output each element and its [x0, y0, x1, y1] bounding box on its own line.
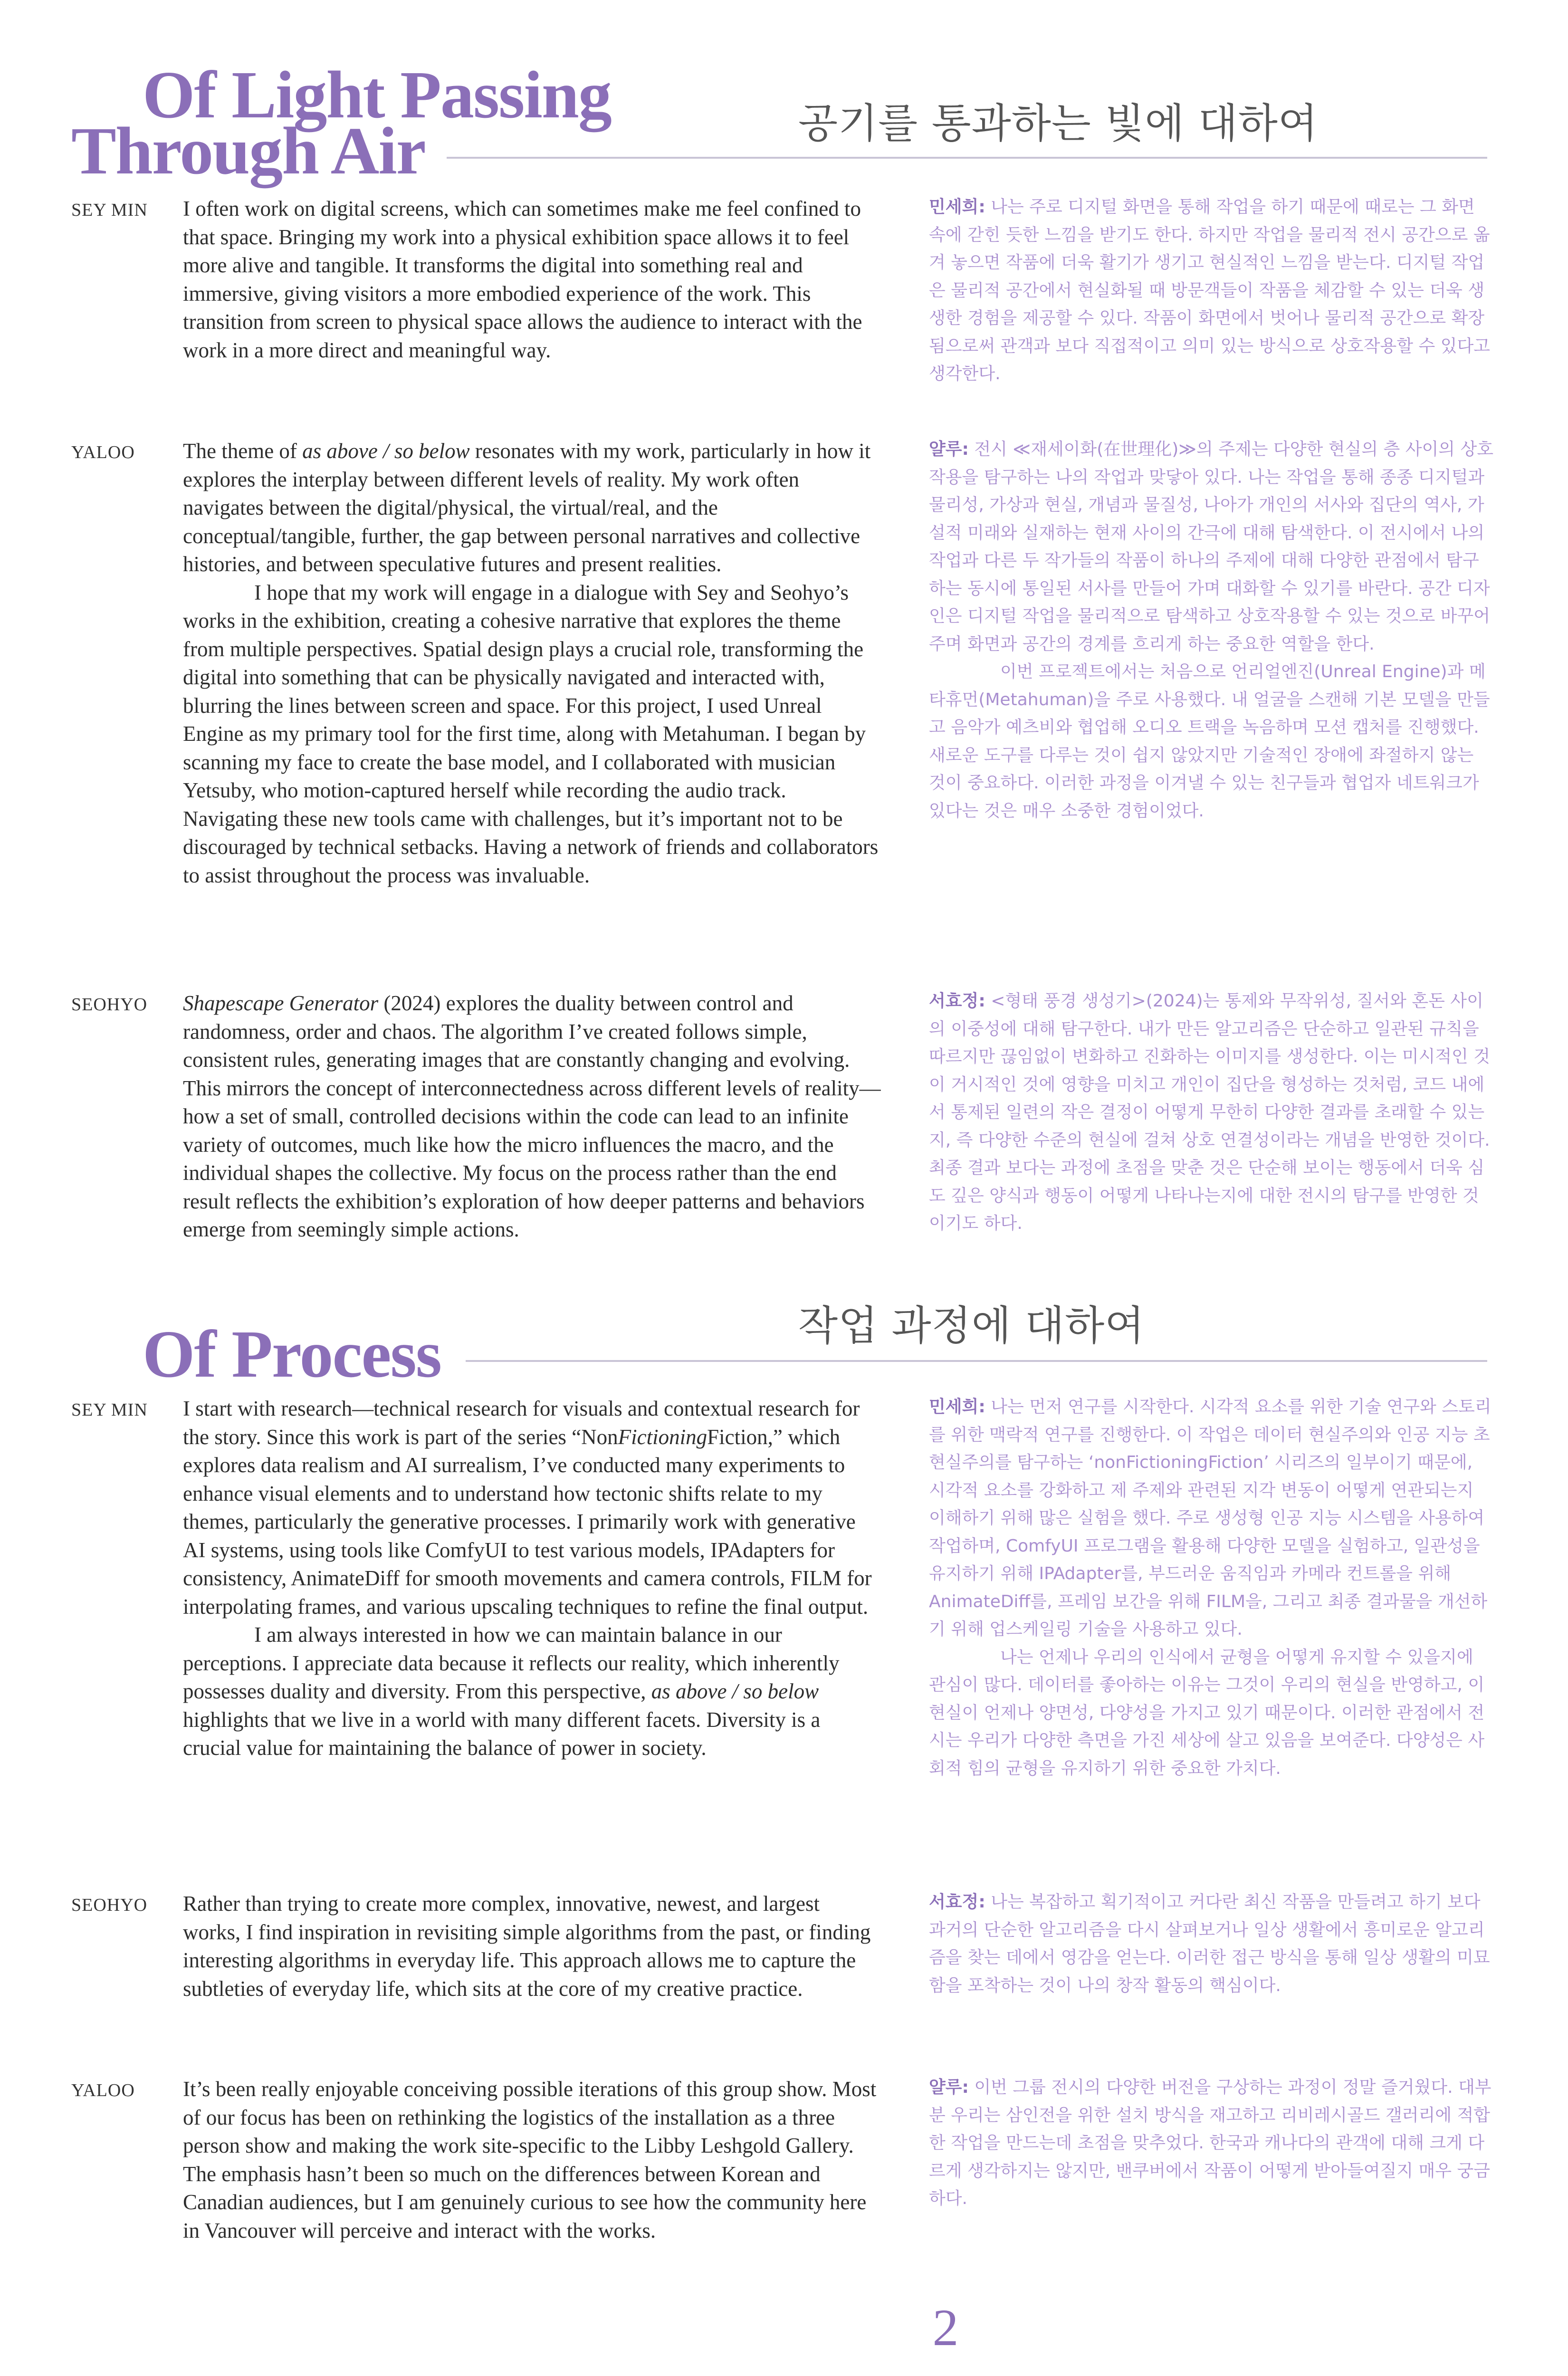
section-title-line1: Of Light Passing [143, 57, 611, 132]
artist-label: YALOO [71, 2080, 135, 2100]
korean-paragraph-text: 나는 복잡하고 획기적이고 커다란 최신 작품을 만들려고 하기 보다 과거의 단순한 알고리즘을 다시 살펴보거나 일상 생활에서 흥미로운 알고리즘을 찾는 데에서 영감을 얻는다. 이러한 접근 방식을 통해 일상 생활의 미묘함을 포착하는 것이 나의 창작 활동의 핵심이다. [929, 1892, 1490, 1995]
english-text-span: I start with research—technical research for visuals and contextual research for the story. Since this work is part of the series “Non [183, 1397, 860, 1449]
series-title-italic: Fictioning [618, 1425, 708, 1449]
korean-artist-name: 민세희: [929, 197, 985, 217]
section-title-light [71, 57, 611, 188]
english-text [183, 1395, 881, 1763]
korean-text [929, 436, 1494, 825]
korean-paragraph [929, 436, 1494, 658]
korean-paragraph [929, 1888, 1494, 2000]
korean-paragraph [929, 1393, 1494, 1644]
page-number: 2 [932, 2299, 959, 2357]
section-divider [447, 157, 1487, 159]
korean-paragraph-text: 나는 먼저 연구를 시작한다. 시각적 요소를 위한 기술 연구와 스토리를 위한 맥락적 연구를 진행한다. 이 작업은 데이터 현실주의와 인공 지능 초현실주의를 탐구하는 ‘nonFictioningFiction’ 시리즈의 일부이기 때문에, 시각적 요소를 강화하고 제 주제와 관련된 지각 변동이 어떻게 연관되는지 이해하기 위해 많은 실험을 했다. 주로 생성형 인공 지능 시스템을 사용하여 작업하며, ComfyUI 프로그램을 활용해 다양한 모델을 실험하고, 일관성을 유지하기 위해 IPAdapter를, 부드러운 움직임과 카메라 컨트롤을 위해 AnimateDiff를, 프레임 보간을 위해 FILM을, 그리고 최종 결과물을 개선하기 위해 업스케일링 기술을 사용하고 있다. [929, 1397, 1492, 1639]
artist-label: SEOHYO [71, 995, 148, 1015]
korean-text [929, 193, 1494, 388]
exhibition-title-italic: as above / so below [302, 439, 470, 463]
korean-artist-name: 민세희: [929, 1397, 985, 1417]
english-paragraph: I hope that my work will engage in a dialogue with Sey and Seohyo’s works in the exhibition, creating a cohesive narrative that explores the theme from multiple perspectives. Spatial design plays a crucial role, transforming the digital into something that can be physically navigated and interacted with, blurring the lines between screen and space. For this project, I used Unreal Engine as my primary tool for the first time, along with Metahuman. I began by scanning my face to create the base model, and I collaborated with musician Yetsuby, who motion-captured herself while recording the audio track. Navigating these new tools came with challenges, but it’s important not to be discouraged by technical setbacks. Having a network of friends and collaborators to assist throughout the process was invaluable. [183, 580, 879, 887]
korean-paragraph-text: 이번 그룹 전시의 다양한 버전을 구상하는 과정이 정말 즐거웠다. 대부분 우리는 삼인전을 위한 설치 방식을 재고하고 리비레시골드 갤러리에 적합한 작업을 만드는데 초점을 맞추었다. 한국과 캐나다의 관객에 대해 크게 다르게 생각하지는 않지만, 밴쿠버에서 작품이 어떻게 받아들여질지 매우 궁금하다. [929, 2078, 1492, 2208]
english-paragraph [183, 1621, 881, 1763]
english-text-span: (2024) explores the duality between control and randomness, order and chaos. The algorithm I’ve created follows simple, consistent rules, generating images that are constantly changing and evolving. This mirrors the concept of interconnectedness across different levels of reality—how a set of small, controlled decisions within the code can lead to an infinite variety of outcomes, much like how the micro influences the macro, and the individual shapes the collective. My focus on the process rather than the end result reflects the exhibition’s exploration of how deeper patterns and behaviors emerge from seemingly simple actions. [183, 991, 881, 1241]
korean-paragraph [929, 987, 1494, 1238]
english-text-span: The theme of [183, 439, 303, 463]
section-title-korean: 공기를 통과하는 빛에 대하여 [798, 100, 1318, 147]
korean-text [929, 1888, 1494, 2000]
artist-label: SEY MIN [71, 200, 148, 220]
korean-paragraph-text: <형태 풍경 생성기>(2024)는 통제와 무작위성, 질서와 혼돈 사이의 이중성에 대해 탐구한다. 내가 만든 알고리즘은 단순하고 일관된 규칙을 따르지만 끊임없이 변화하고 진화하는 이미지를 생성한다. 이는 미시적인 것이 거시적인 것에 영향을 미치고 개인이 집단을 형성하는 것처럼, 코드 내에서 통제된 일련의 작은 결정이 어떻게 무한히 다양한 결과를 초래할 수 있는지, 즉 다양한 수준의 현실에 걸쳐 상호 연결성이라는 개념을 반영한 것이다. 최종 결과 보다는 과정에 초점을 맞춘 것은 단순해 보이는 행동에서 더욱 심도 깊은 양식과 행동이 어떻게 나타나는지에 대한 전시의 탐구를 반영한 것이기도 하다. [929, 991, 1491, 1233]
english-paragraph: I often work on digital screens, which can sometimes make me feel confined to that space. Bringing my work into a physical exhibition space allows it to feel more alive and tangible. It transforms the digital into something real and immersive, giving visitors a more embodied experience of the work. This transition from screen to physical space allows the audience to interact with the work in a more direct and meaningful way. [183, 197, 862, 362]
english-paragraph [183, 989, 881, 1244]
korean-paragraph: 나는 언제나 우리의 인식에서 균형을 어떻게 유지할 수 있을지에 관심이 많다. 데이터를 좋아하는 이유는 그것이 우리의 현실을 반영하고, 이 현실이 언제나 양면성, 다양성을 가지고 있기 때문이다. 이러한 관점에서 전시는 우리가 다양한 측면을 가진 세상에 살고 있음을 보여준다. 다양성은 사회적 힘의 균형을 유지하기 위한 중요한 가치다. [929, 1647, 1485, 1778]
artist-label: SEY MIN [71, 1400, 148, 1420]
section-divider [466, 1360, 1487, 1362]
korean-paragraph [929, 193, 1494, 388]
english-text-span: highlights that we live in a world with many different facets. Diversity is a crucial value for maintaining the balance of power in society. [183, 1707, 821, 1760]
korean-artist-name: 얄루: [929, 440, 969, 459]
english-text [183, 437, 881, 890]
korean-paragraph-text: 전시 ≪재세이화(在世理化)≫의 주제는 다양한 현실의 층 사이의 상호작용을 탐구하는 나의 작업과 맞닿아 있다. 나는 작업을 통해 종종 디지털과 물리성, 가상과 현실, 개념과 물질성, 나아가 개인의 서사와 집단의 역사, 가설적 미래와 실재하는 현재 사이의 간극에 대해 탐색한다. 이 전시에서 나의 작업과 다른 두 작가들의 작품이 하나의 주제에 대해 다양한 관점에서 탐구하는 동시에 통일된 서사를 만들어 가며 대화할 수 있기를 바란다. 공간 디자인은 디지털 작업을 물리적으로 탐색하고 상호작용할 수 있는 것으로 바꾸어 주며 화면과 공간의 경계를 흐리게 하는 중요한 역할을 한다. [929, 440, 1494, 654]
korean-paragraph [929, 2074, 1494, 2213]
english-text [183, 989, 881, 1244]
english-paragraph [183, 1395, 881, 1621]
english-paragraph: Rather than trying to create more complex, innovative, newest, and largest works, I find inspiration in revisiting simple algorithms from the past, or finding interesting algorithms in everyday life. This approach allows me to capture the subtleties of everyday life, which sits at the core of my creative practice. [183, 1892, 871, 2001]
korean-paragraph-text: 나는 주로 디지털 화면을 통해 작업을 하기 때문에 때로는 그 화면 속에 갇힌 듯한 느낌을 받기도 한다. 하지만 작업을 물리적 전시 공간으로 옮겨 놓으면 작품에 더욱 활기가 생기고 현실적인 느낌을 받는다. 디지털 작업은 물리적 공간에서 현실화될 때 방문객들이 작품을 체감할 수 있는 더욱 생생한 경험을 제공할 수 있다. 작품이 화면에서 벗어나 물리적 공간으로 확장됨으로써 관객과 보다 직접적이고 의미 있는 방식으로 상호작용할 수 있다고 생각한다. [929, 197, 1491, 383]
english-text [183, 2075, 881, 2245]
section-title-line2: Through Air [71, 113, 425, 188]
korean-artist-name: 서효정: [929, 991, 985, 1011]
english-text-span: resonates with my work, particularly in how it explores the interplay between different levels of reality. My work often navigates between the digital/physical, the virtual/real, and the conceptual/tangible, further, the gap between personal narratives and collective histories, and between speculative futures and present realities. [183, 439, 871, 576]
korean-paragraph: 이번 프로젝트에서는 처음으로 언리얼엔진(Unreal Engine)과 메타휴먼(Metahuman)을 주로 사용했다. 내 얼굴을 스캔해 기본 모델을 만들고 음악가 예츠비와 협업해 오디오 트랙을 녹음하며 모션 캡처를 진행했다. 새로운 도구를 다루는 것이 쉽지 않았지만 기술적인 장애에 좌절하지 않는 것이 중요하다. 이러한 과정을 이겨낼 수 있는 친구들과 협업자 네트워크가 있다는 것은 매우 소중한 경험이었다. [929, 662, 1490, 821]
section-title-korean: 작업 과정에 대하여 [798, 1302, 1145, 1350]
work-title-italic: Shapescape Generator [183, 991, 379, 1015]
english-text [183, 195, 881, 364]
english-text-span: I am always interested in how we can maintain balance in our perceptions. I appreciate data because it reflects our reality, which inherently possesses duality and diversity. From this perspective, [183, 1623, 840, 1703]
section-title-process: Of Process [143, 1316, 441, 1391]
korean-text [929, 1393, 1494, 1782]
english-text-span: Fiction,” which explores data realism and AI surrealism, I’ve conducted many experiments to enhance visual elements and to understand how tectonic shifts relate to my themes, particularly the generative processes. I primarily work with generative AI systems, using tools like ComfyUI to test various models, IPAdapters for consistency, AnimateDiff for smooth movements and camera controls, FILM for interpolating frames, and various upscaling techniques to refine the final output. [183, 1425, 872, 1619]
korean-text [929, 2074, 1494, 2213]
korean-artist-name: 서효정: [929, 1892, 985, 1912]
exhibition-title-italic: as above / so below [651, 1679, 819, 1703]
artist-label: SEOHYO [71, 1895, 148, 1915]
english-paragraph [183, 437, 881, 579]
english-paragraph: It’s been really enjoyable conceiving possible iterations of this group show. Most of our focus has been on rethinking the logistics of the installation as a three person show and making the work site-specific to the Libby Leshgold Gallery. The emphasis hasn’t been so much on the differences between Korean and Canadian audiences, but I am genuinely curious to see how the community here in Vancouver will perceive and interact with the works. [183, 2077, 877, 2242]
english-text [183, 1890, 881, 2003]
artist-label: YALOO [71, 442, 135, 462]
korean-text [929, 987, 1494, 1238]
korean-artist-name: 얄루: [929, 2078, 969, 2097]
